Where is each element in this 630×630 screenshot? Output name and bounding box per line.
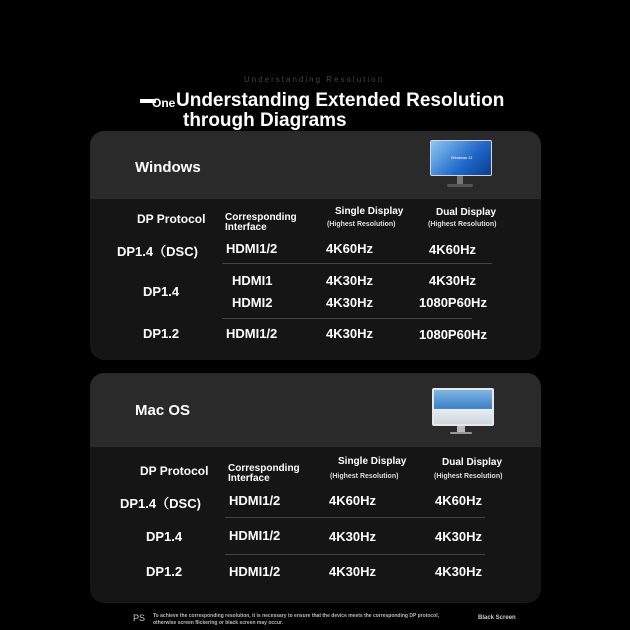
table-row-2-protocol: DP1.4 xyxy=(143,284,180,299)
footer-black-screen: Black Screen xyxy=(478,615,516,621)
table-row-2b-dual: 1080P60Hz xyxy=(419,295,487,310)
col-subheader-single: (Highest Resolution) xyxy=(330,473,399,480)
windows-monitor-icon xyxy=(430,140,492,190)
col-header-interface: Corresponding Interface xyxy=(228,463,300,484)
col-header-interface: Corresponding Interface xyxy=(225,212,297,233)
col-header-dp-protocol: DP Protocol xyxy=(137,212,206,226)
page-subtitle: through Diagrams xyxy=(183,110,347,131)
faint-heading: Understanding Resolution xyxy=(244,75,385,84)
table-row-2-single: 4K30Hz xyxy=(326,273,373,288)
table-row-2-dual: 4K30Hz xyxy=(429,273,476,288)
table-row-3-protocol: DP1.2 xyxy=(143,326,180,341)
row-divider xyxy=(225,517,485,518)
col-subheader-single: (Highest Resolution) xyxy=(327,221,396,228)
table-row-2-dual: 4K30Hz xyxy=(435,529,482,544)
row-divider xyxy=(222,318,472,319)
os-title-mac: Mac OS xyxy=(135,402,191,419)
table-row-3-protocol: DP1.2 xyxy=(146,564,183,579)
row-divider xyxy=(225,554,485,555)
table-row-2b-single: 4K30Hz xyxy=(326,295,373,310)
table-row-2b-interface: HDMI2 xyxy=(232,295,273,310)
col-header-single-display: Single Display xyxy=(335,206,404,217)
windows-card xyxy=(90,131,541,360)
mac-card-header xyxy=(90,373,541,447)
table-row-1-protocol: DP1.4（DSC) xyxy=(120,496,201,511)
col-subheader-dual: (Highest Resolution) xyxy=(428,221,497,228)
section-number: One xyxy=(152,96,176,110)
table-row-1-single: 4K60Hz xyxy=(329,493,376,508)
mac-card xyxy=(90,373,541,603)
table-row-1-dual: 4K60Hz xyxy=(435,493,482,508)
col-subheader-dual: (Highest Resolution) xyxy=(434,473,503,480)
footer-ps-label: PS xyxy=(133,613,146,623)
table-row-3-single: 4K30Hz xyxy=(326,326,373,341)
col-header-dp-protocol: DP Protocol xyxy=(140,464,209,478)
page-title: Understanding Extended Resolution xyxy=(176,90,505,111)
imac-icon xyxy=(432,388,492,434)
windows-screen-label: Windows 11 xyxy=(451,155,473,160)
windows-card-header xyxy=(90,131,541,199)
table-row-1-interface: HDMI1/2 xyxy=(229,493,281,508)
table-row-3-dual: 4K30Hz xyxy=(435,564,482,579)
col-header-dual-display: Dual Display xyxy=(436,207,497,218)
table-row-3-interface: HDMI1/2 xyxy=(229,564,281,579)
row-divider xyxy=(222,263,492,264)
os-title-windows: Windows xyxy=(135,159,201,176)
col-header-single-display: Single Display xyxy=(338,456,407,467)
table-row-1-protocol: DP1.4（DSC) xyxy=(117,244,198,259)
table-row-3-interface: HDMI1/2 xyxy=(226,326,278,341)
col-header-dual-display: Dual Display xyxy=(442,457,503,468)
table-row-2-interface: HDMI1 xyxy=(232,273,273,288)
footer-note: To achieve the corresponding resolution, it is necessary to ensure that the device meets the corresponding DP protocol, otherwise screen flickering or black screen may occur. xyxy=(153,613,439,626)
table-row-2-single: 4K30Hz xyxy=(329,529,376,544)
table-row-3-single: 4K30Hz xyxy=(329,564,376,579)
table-row-1-single: 4K60Hz xyxy=(326,241,373,256)
table-row-3-dual: 1080P60Hz xyxy=(419,327,487,342)
table-row-1-dual: 4K60Hz xyxy=(429,242,476,257)
table-row-1-interface: HDMI1/2 xyxy=(226,241,278,256)
table-row-2-interface: HDMI1/2 xyxy=(229,528,281,543)
table-row-2-protocol: DP1.4 xyxy=(146,529,183,544)
title-block xyxy=(0,0,630,130)
